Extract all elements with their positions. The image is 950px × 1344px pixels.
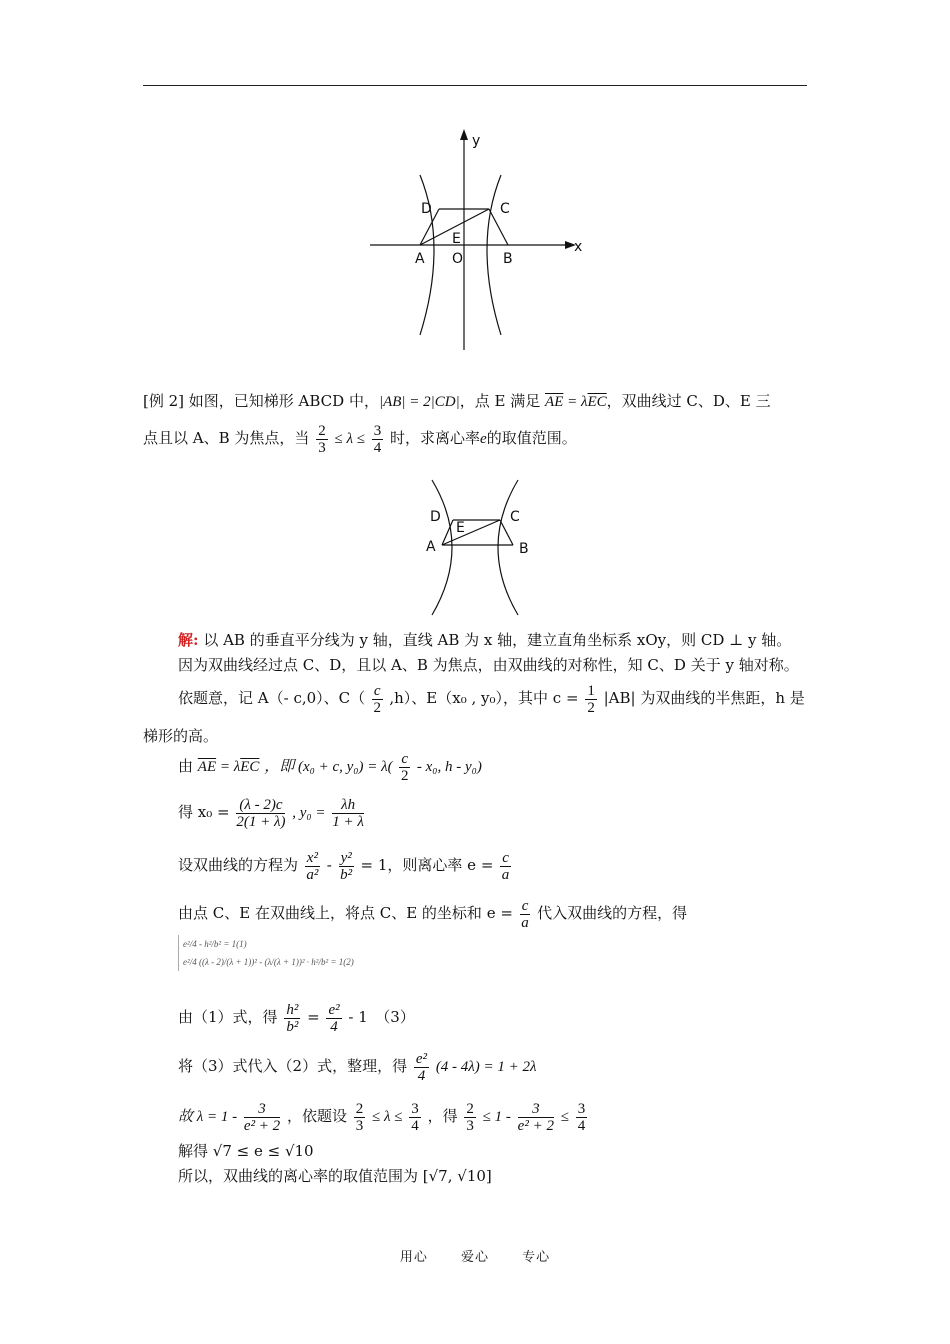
solution-line-9: 由（1）式，得 $\frac{\text{h²}}{\text{b²}}$ = $\frac{\text{e²}}{4}$ - 1 （3） [178, 1001, 415, 1035]
fig2-label-b: B [519, 541, 529, 557]
solution-line-10: 将（3）式代入（2）式，整理，得 $\frac{\text{e²}}{4}$ (4 - 4λ) = 1 + 2λ [178, 1050, 537, 1084]
fig2-label-a: A [426, 539, 436, 555]
frac-3-4: $\frac{3}{4}$ [373, 422, 382, 456]
solution-line-11: 故 λ = 1 - $\frac{3}{\text{e² + 2}}$ ，依题设 $\frac{2}{3}$ ≤ λ ≤ $\frac{3}{4}$ ，得 $\frac{2}{3}$ ≤ 1 - $\frac{3}{\text{e² + 2}}$ ≤ $\frac{3}{4}$ [178, 1100, 586, 1134]
figure-1-coordinate-diagram [360, 125, 590, 355]
solution-line-4: 梯形的高。 [143, 727, 219, 745]
header-rule [143, 85, 807, 86]
frac-2-3: $\frac{2}{3}$ [318, 422, 326, 456]
fig2-label-e: E [456, 520, 465, 536]
fig1-label-x: x [574, 239, 583, 255]
solution-line-7: 设双曲线的方程为 $\frac{\text{x²}}{\text{a²}}$ - $\frac{\text{y²}}{\text{b²}}$ = 1，则离心率 e = $\frac{c}{a}$ [178, 849, 510, 883]
solution-line-8: 由点 C、E 在双曲线上，将点 C、E 的坐标和 e = $\frac{c}{a}$ 代入双曲线的方程，得 [178, 897, 688, 931]
fig1-label-o: O [452, 251, 464, 267]
footer-item: 专心 [522, 1250, 551, 1265]
fig1-label-b: B [503, 251, 513, 267]
footer-item: 用心 [399, 1250, 428, 1265]
solution-line-6: 得 x₀ = $\frac{(\lambda - 2)c}{2(1 + \lambda)}$ , y₀ = $\frac{\lambda h}{1 + \lambda}$ [178, 796, 364, 830]
fig1-label-c: C [500, 201, 510, 217]
solution-line-12: 解得 √7 ≤ e ≤ √10 [178, 1142, 314, 1160]
solution-line-1: 解: 以 AB 的垂直平分线为 y 轴，直线 AB 为 x 轴，建立直角坐标系 xOy，则 CD ⊥ y 轴。 [178, 631, 792, 649]
figure-2-trapezoid-diagram [420, 475, 540, 620]
solution-line-5: 由 $\overline{AE} = \lambda\overline{EC}$ ，即 (x₀ + c, y₀) = λ( $\frac{c}{2}$ - x₀, h - y₀) [178, 750, 482, 784]
fig2-label-d: D [430, 509, 441, 525]
equation-system [178, 935, 354, 971]
fig1-label-y: y [472, 133, 481, 149]
fig1-label-a: A [415, 251, 425, 267]
solution-line-13: 所以，双曲线的离心率的取值范围为 [√7, √10] [178, 1167, 492, 1185]
page-footer [0, 1246, 950, 1265]
equation-1: e²/4 - h²/b² = 1(1) [183, 939, 247, 949]
fig1-label-e: E [452, 231, 461, 247]
problem-line-2: 点且以 A、B 为焦点，当 $\frac{2}{3}$ ≤ λ ≤ $\frac{3}{4}$ 时，求离心率e的取值范围。 [143, 422, 577, 456]
solution-label: 解: [178, 631, 199, 649]
fig2-label-c: C [510, 509, 520, 525]
footer-item: 爱心 [460, 1250, 489, 1265]
problem-line-1: [例 2] 如图，已知梯形 ABCD 中，|AB| = 2|CD|，点 E 满足 $\overline{AE} = \lambda\overline{EC}$，双曲线过 C、D、E 三 [143, 392, 771, 410]
solution-line-2: 因为双曲线经过点 C、D，且以 A、B 为焦点，由双曲线的对称性，知 C、D 关于 y 轴对称。 [178, 656, 799, 674]
solution-line-3: 依题意，记 A（- c,0）、C（ $\frac{c}{2}$ ,h）、E（x₀ , y₀），其中 c = $\frac{1}{2}$ |AB| 为双曲线的半焦距，h 是 [178, 682, 805, 716]
fig1-label-d: D [421, 201, 432, 217]
equation-2: e²/4 ((λ - 2)/(λ + 1))² - (λ/(λ + 1))² · h²/b² = 1(2) [183, 957, 354, 967]
